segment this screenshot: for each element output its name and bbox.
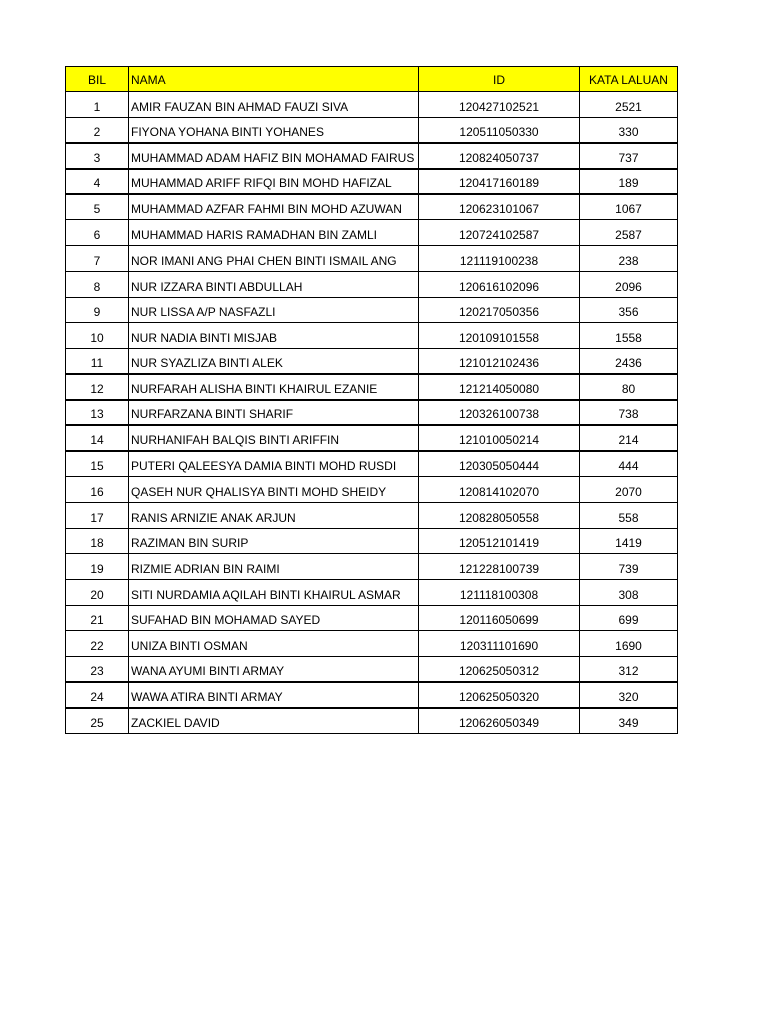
cell-bil: 19: [66, 554, 129, 580]
cell-kata-laluan: 699: [580, 605, 678, 631]
cell-id: 121119100238: [419, 246, 580, 272]
student-table: [65, 66, 678, 734]
cell-nama: AMIR FAUZAN BIN AHMAD FAUZI SIVA: [129, 92, 419, 118]
cell-kata-laluan: 2436: [580, 348, 678, 374]
cell-nama: NUR NADIA BINTI MISJAB: [129, 323, 419, 349]
table-row: [66, 271, 678, 297]
cell-nama: WAWA ATIRA BINTI ARMAY: [129, 682, 419, 708]
cell-id: 120511050330: [419, 117, 580, 143]
table-row: [66, 348, 678, 374]
cell-kata-laluan: 238: [580, 246, 678, 272]
cell-bil: 18: [66, 528, 129, 554]
cell-bil: 21: [66, 605, 129, 631]
cell-nama: NOR IMANI ANG PHAI CHEN BINTI ISMAIL ANG: [129, 246, 419, 272]
cell-bil: 22: [66, 631, 129, 657]
cell-bil: 20: [66, 580, 129, 606]
table-row: [66, 528, 678, 554]
table-row: [66, 605, 678, 631]
cell-bil: 2: [66, 117, 129, 143]
table-row: [66, 194, 678, 220]
cell-nama: SITI NURDAMIA AQILAH BINTI KHAIRUL ASMAR: [129, 580, 419, 606]
cell-kata-laluan: 558: [580, 503, 678, 529]
cell-nama: NURFARZANA BINTI SHARIF: [129, 400, 419, 426]
table-row: [66, 143, 678, 169]
student-password-sheet: [65, 66, 677, 734]
table-header: [66, 67, 678, 92]
cell-id: 120828050558: [419, 503, 580, 529]
cell-kata-laluan: 356: [580, 297, 678, 323]
cell-kata-laluan: 189: [580, 169, 678, 195]
cell-id: 120217050356: [419, 297, 580, 323]
cell-nama: ZACKIEL DAVID: [129, 708, 419, 734]
cell-id: 120311101690: [419, 631, 580, 657]
cell-kata-laluan: 444: [580, 451, 678, 477]
cell-bil: 9: [66, 297, 129, 323]
cell-bil: 16: [66, 477, 129, 503]
cell-id: 120116050699: [419, 605, 580, 631]
cell-bil: 15: [66, 451, 129, 477]
cell-id: 120623101067: [419, 194, 580, 220]
cell-kata-laluan: 312: [580, 657, 678, 683]
cell-kata-laluan: 80: [580, 374, 678, 400]
cell-bil: 23: [66, 657, 129, 683]
cell-nama: MUHAMMAD ARIFF RIFQI BIN MOHD HAFIZAL: [129, 169, 419, 195]
cell-nama: NURFARAH ALISHA BINTI KHAIRUL EZANIE: [129, 374, 419, 400]
cell-kata-laluan: 2587: [580, 220, 678, 246]
cell-kata-laluan: 2070: [580, 477, 678, 503]
cell-nama: NUR LISSA A/P NASFAZLI: [129, 297, 419, 323]
table-row: [66, 220, 678, 246]
cell-bil: 3: [66, 143, 129, 169]
table-row: [66, 503, 678, 529]
cell-kata-laluan: 1067: [580, 194, 678, 220]
table-row: [66, 631, 678, 657]
header-kata-laluan: KATA LALUAN: [580, 67, 678, 92]
cell-id: 120305050444: [419, 451, 580, 477]
cell-id: 120326100738: [419, 400, 580, 426]
table-row: [66, 117, 678, 143]
table-row: [66, 682, 678, 708]
cell-nama: MUHAMMAD ADAM HAFIZ BIN MOHAMAD FAIRUS: [129, 143, 419, 169]
cell-bil: 24: [66, 682, 129, 708]
table-body: [66, 92, 678, 734]
cell-id: 120625050320: [419, 682, 580, 708]
cell-nama: SUFAHAD BIN MOHAMAD SAYED: [129, 605, 419, 631]
table-row: [66, 477, 678, 503]
table-row: [66, 400, 678, 426]
cell-kata-laluan: 320: [580, 682, 678, 708]
cell-id: 120625050312: [419, 657, 580, 683]
cell-nama: RANIS ARNIZIE ANAK ARJUN: [129, 503, 419, 529]
cell-bil: 8: [66, 271, 129, 297]
cell-bil: 4: [66, 169, 129, 195]
cell-kata-laluan: 1558: [580, 323, 678, 349]
cell-id: 120814102070: [419, 477, 580, 503]
cell-bil: 17: [66, 503, 129, 529]
cell-id: 120417160189: [419, 169, 580, 195]
cell-kata-laluan: 1690: [580, 631, 678, 657]
cell-kata-laluan: 214: [580, 425, 678, 451]
cell-bil: 5: [66, 194, 129, 220]
cell-kata-laluan: 1419: [580, 528, 678, 554]
cell-kata-laluan: 330: [580, 117, 678, 143]
cell-nama: NUR IZZARA BINTI ABDULLAH: [129, 271, 419, 297]
table-row: [66, 580, 678, 606]
cell-bil: 6: [66, 220, 129, 246]
cell-id: 121010050214: [419, 425, 580, 451]
cell-id: 120512101419: [419, 528, 580, 554]
header-nama: NAMA: [129, 67, 419, 92]
table-row: [66, 425, 678, 451]
cell-kata-laluan: 737: [580, 143, 678, 169]
cell-bil: 7: [66, 246, 129, 272]
cell-nama: NURHANIFAH BALQIS BINTI ARIFFIN: [129, 425, 419, 451]
header-bil: BIL: [66, 67, 129, 92]
cell-nama: WANA AYUMI BINTI ARMAY: [129, 657, 419, 683]
cell-bil: 25: [66, 708, 129, 734]
cell-bil: 1: [66, 92, 129, 118]
cell-nama: QASEH NUR QHALISYA BINTI MOHD SHEIDY: [129, 477, 419, 503]
cell-nama: MUHAMMAD AZFAR FAHMI BIN MOHD AZUWAN: [129, 194, 419, 220]
cell-kata-laluan: 739: [580, 554, 678, 580]
cell-kata-laluan: 2521: [580, 92, 678, 118]
cell-nama: RIZMIE ADRIAN BIN RAIMI: [129, 554, 419, 580]
cell-bil: 12: [66, 374, 129, 400]
cell-nama: NUR SYAZLIZA BINTI ALEK: [129, 348, 419, 374]
table-row: [66, 657, 678, 683]
cell-id: 121118100308: [419, 580, 580, 606]
cell-nama: MUHAMMAD HARIS RAMADHAN BIN ZAMLI: [129, 220, 419, 246]
cell-id: 120427102521: [419, 92, 580, 118]
cell-kata-laluan: 2096: [580, 271, 678, 297]
cell-bil: 10: [66, 323, 129, 349]
table-row: [66, 374, 678, 400]
table-row: [66, 554, 678, 580]
cell-nama: FIYONA YOHANA BINTI YOHANES: [129, 117, 419, 143]
cell-id: 120109101558: [419, 323, 580, 349]
cell-kata-laluan: 738: [580, 400, 678, 426]
table-row: [66, 297, 678, 323]
cell-id: 121012102436: [419, 348, 580, 374]
table-row: [66, 246, 678, 272]
cell-id: 120724102587: [419, 220, 580, 246]
cell-id: 120616102096: [419, 271, 580, 297]
table-row: [66, 92, 678, 118]
cell-nama: UNIZA BINTI OSMAN: [129, 631, 419, 657]
cell-kata-laluan: 349: [580, 708, 678, 734]
cell-id: 120626050349: [419, 708, 580, 734]
table-row: [66, 708, 678, 734]
cell-bil: 14: [66, 425, 129, 451]
header-id: ID: [419, 67, 580, 92]
cell-bil: 13: [66, 400, 129, 426]
cell-bil: 11: [66, 348, 129, 374]
cell-id: 121214050080: [419, 374, 580, 400]
table-row: [66, 169, 678, 195]
cell-id: 120824050737: [419, 143, 580, 169]
header-row: [66, 67, 678, 92]
table-row: [66, 323, 678, 349]
cell-id: 121228100739: [419, 554, 580, 580]
cell-nama: RAZIMAN BIN SURIP: [129, 528, 419, 554]
cell-kata-laluan: 308: [580, 580, 678, 606]
table-row: [66, 451, 678, 477]
cell-nama: PUTERI QALEESYA DAMIA BINTI MOHD RUSDI: [129, 451, 419, 477]
